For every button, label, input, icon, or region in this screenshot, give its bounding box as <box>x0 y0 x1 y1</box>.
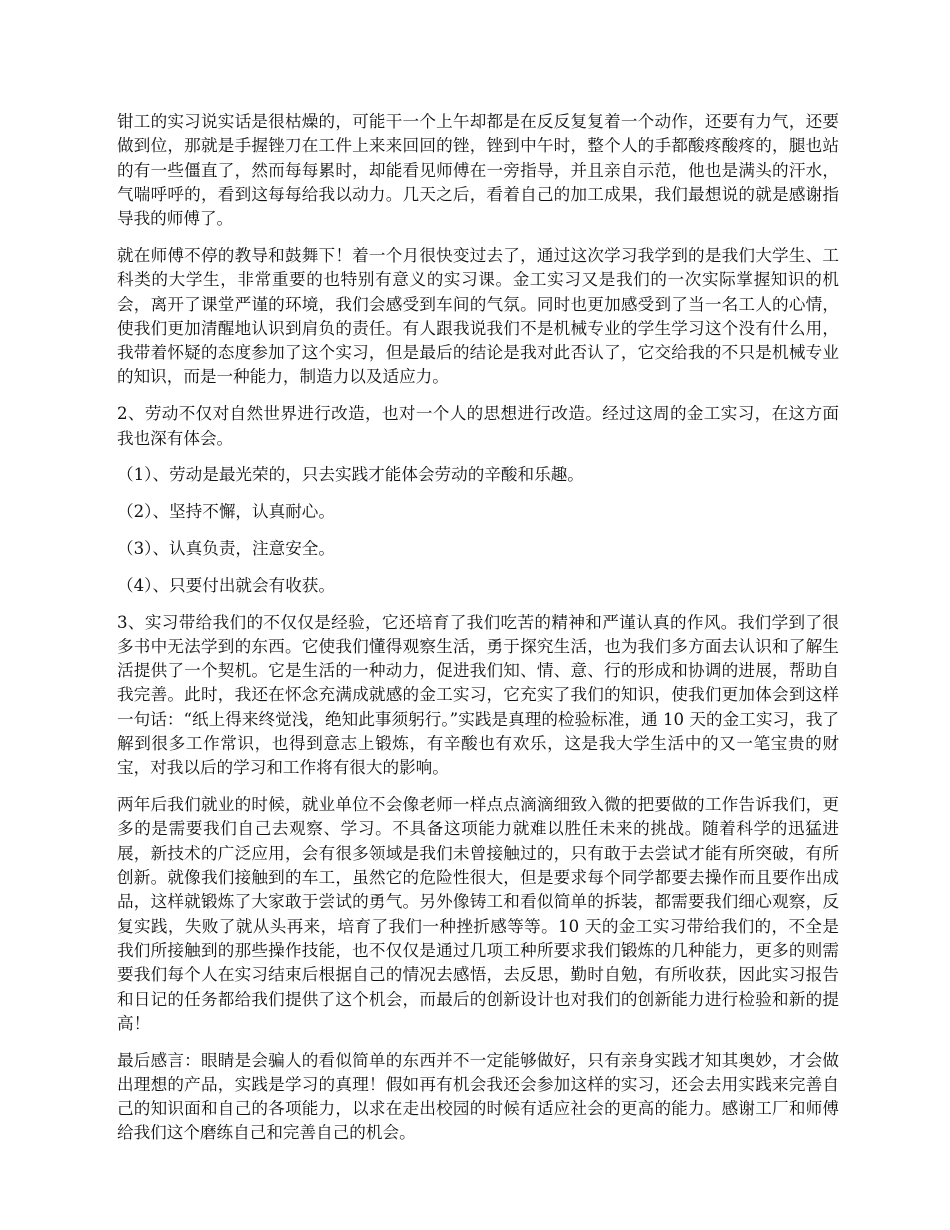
list-item-4: （4）、只要付出就会有收获。 <box>117 575 335 595</box>
paragraph-labor-reform: 2、劳动不仅对自然世界进行改造，也对一个人的思想进行改造。经过这周的金工实习，在这方面我也深有体会。 <box>117 404 839 448</box>
paragraph-practice-benefits: 3、实习带给我们的不仅仅是经验，它还培育了我们吃苦的精神和严谨认真的作风。我们学到了很多书中无法学到的东西。它使我们懂得观察生活，勇于探究生活，也为我们多方面去认识和了解生活提供了一个契机。它是生活的一种动力，促进我们知、情、意、行的形成和协调的进展，帮助自我完善。此时，我还在怀念充满成就感的金工实习，它充实了我们的知识，使我们更加体会到这样一句话：“纸上得来终觉浅，绝知此事须躬行。”实践是真理的检验标准，通 10 天的金工实习，我了解到很多工作常识，也得到意志上锻炼，有辛酸也有欢乐，这是我大学生活中的又一笔宝贵的财宝，对我以后的学习和工作将有很大的影响。 <box>117 612 839 778</box>
paragraph-final-thoughts: 最后感言：眼睛是会骗人的看似简单的东西并不一定能够做好，只有亲身实践才知其奥妙，才会做出理想的产品，实践是学习的真理！假如再有机会我还会参加这样的实习，还会去用实践来完善自己的知识面和自己的各项能力，以求在走出校园的时候有适应社会的更高的能力。感谢工厂和师傅给我们这个磨练自己和完善自己的机会。 <box>117 1050 839 1143</box>
paragraph-future-employment: 两年后我们就业的时候，就业单位不会像老师一样点点滴滴细致入微的把要做的工作告诉我们，更多的是需要我们自己去观察、学习。不具备这项能力就难以胜任未来的挑战。随着科学的迅猛进展，新技术的广泛应用，会有很多领域是我们未曾接触过的，只有敢于去尝试才能有所突破，有所创新。就像我们接触到的车工，虽然它的危险性很大，但是要求每个同学都要去操作而且要作出成品，这样就锻炼了大家敢于尝试的勇气。另外像铸工和看似简单的拆装，都需要我们细心观察，反复实践，失败了就从头再来，培育了我们一种挫折感等等。10 天的金工实习带给我们的，不全是我们所接触到的那些操作技能，也不仅仅是通过几项工种所要求我们锻炼的几种能力，更多的则需要我们每个人在实习结束后根据自己的情况去感悟，去反思，勤时自勉，有所收获，因此实习报告和日记的任务都给我们提供了这个机会，而最后的创新设计也对我们的创新能力进行检验和新的提高！ <box>117 795 839 1033</box>
paragraph-master-guidance: 就在师傅不停的教导和鼓舞下！着一个月很快变过去了，通过这次学习我学到的是我们大学生、工科类的大学生，非常重要的也特别有意义的实习课。金工实习又是我们的一次实际掌握知识的机会，离开了课堂严谨的环境，我们会感受到车间的气氛。同时也更加感受到了当一名工人的心情，使我们更加清醒地认识到肩负的责任。有人跟我说我们不是机械专业的学生学习这个没有什么用，我带着怀疑的态度参加了这个实习，但是最后的结论是我对此否认了，它交给我的不只是机械专业的知识，而是一种能力，制造力以及适应力。 <box>117 245 839 387</box>
list-item-3: （3）、认真负责，注意安全。 <box>117 538 335 558</box>
list-item-1: （1）、劳动是最光荣的，只去实践才能体会劳动的辛酸和乐趣。 <box>117 465 584 485</box>
document-body <box>117 110 839 1158</box>
list-item-2: （2）、坚持不懈，认真耐心。 <box>117 502 335 522</box>
paragraph-fitter-practice: 钳工的实习说实话是很枯燥的，可能干一个上午却都是在反反复复着一个动作，还要有力气，还要做到位，那就是手握锉刀在工件上来来回回的锉，锉到中午时，整个人的手都酸疼酸疼的，腿也站的有一些僵直了，然而每每累时，却能看见师傅在一旁指导，并且亲自示范，他也是满头的汗水，气喘呼呼的，看到这每每给我以动力。几天之后，看着自己的加工成果，我们最想说的就是感谢指导我的师傅了。 <box>117 112 839 229</box>
